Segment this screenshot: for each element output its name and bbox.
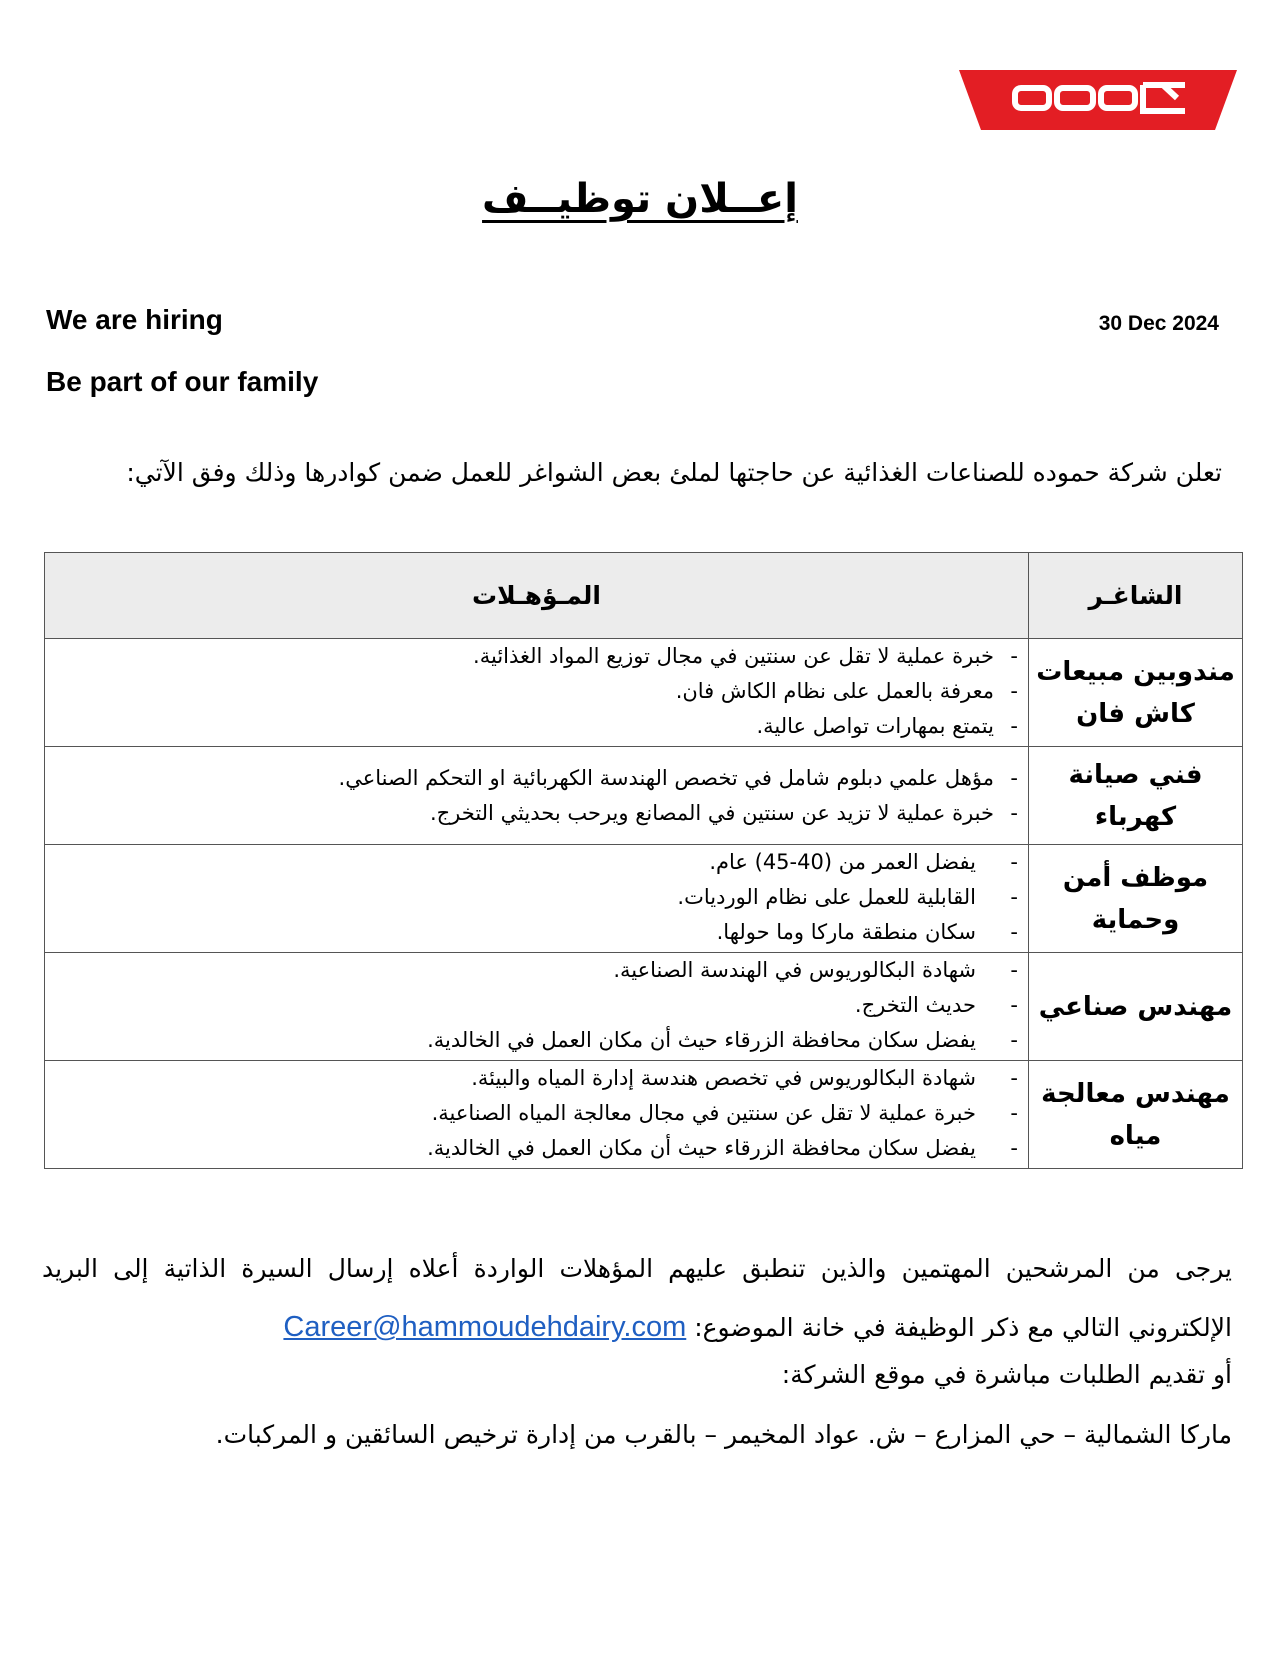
dash-bullet: -: [1010, 714, 1018, 738]
logo-badge: [953, 68, 1243, 132]
position-line: فني صيانة كهرباء: [1068, 759, 1203, 832]
qualification-text: شهادة البكالوريوس في الهندسة الصناعية.: [613, 958, 976, 982]
header-position: الشاغـر: [1029, 553, 1243, 639]
position-cell: [1029, 747, 1243, 845]
apply-text: يرجى من المرشحين المهتمين والذين تنطبق عليهم المؤهلات الواردة أعلاه إرسال السيرة الذاتية إلى البريد الإلكتروني التالي مع ذكر الوظيفة في خانة الموضوع:: [42, 1254, 1232, 1342]
qualification-text: يتمتع بمهارات تواصل عالية.: [756, 714, 994, 738]
list-item: [45, 1131, 1018, 1166]
dash-bullet: -: [1010, 958, 1018, 982]
qualifications-cell: [45, 639, 1029, 747]
position-line: مياه: [1109, 1120, 1162, 1151]
email-link[interactable]: Career@hammoudehdairy.com: [283, 1311, 687, 1343]
list-item: [45, 674, 1018, 709]
hiring-text: We are hiring: [46, 304, 223, 335]
dash-bullet: -: [1010, 766, 1018, 790]
table-header-row: [45, 553, 1243, 639]
qualification-text: شهادة البكالوريوس في تخصص هندسة إدارة المياه والبيئة.: [471, 1066, 976, 1090]
qualification-text: حديث التخرج.: [854, 993, 976, 1017]
company-logo: [953, 68, 1243, 132]
dash-bullet: -: [1010, 993, 1018, 1017]
list-item: [45, 709, 1018, 744]
position-line: موظف أمن: [1062, 862, 1209, 893]
list-item: [45, 915, 1018, 950]
dash-bullet: -: [1010, 801, 1018, 825]
position-cell: [1029, 639, 1243, 747]
position-line: كاش فان: [1076, 698, 1195, 729]
qualification-text: القابلية للعمل على نظام الورديات.: [677, 885, 976, 909]
dash-bullet: -: [1010, 920, 1018, 944]
list-item: [45, 953, 1018, 988]
qualification-text: خبرة عملية لا تقل عن سنتين في مجال معالجة المياه الصناعية.: [431, 1101, 976, 1125]
list-item: [45, 796, 1018, 831]
list-item: [45, 988, 1018, 1023]
qualification-text: سكان منطقة ماركا وما حولها.: [716, 920, 976, 944]
list-item: [45, 761, 1018, 796]
table-row: [45, 845, 1243, 953]
qualifications-cell: [45, 1061, 1029, 1169]
list-item: [45, 1096, 1018, 1131]
qualification-text: يفضل العمر من (40-45) عام.: [709, 850, 976, 874]
position-line: مندوبين مبيعات: [1036, 656, 1235, 687]
list-item: [45, 1061, 1018, 1096]
qualifications-cell: [45, 845, 1029, 953]
position-line: مهندس صناعي: [1038, 991, 1233, 1022]
qualifications-cell: [45, 953, 1029, 1061]
page-title: [0, 176, 1280, 222]
list-item: [45, 880, 1018, 915]
company-address: ماركا الشمالية – حي المزارع – ش. عواد المخيمر – بالقرب من إدارة ترخيص السائقين و المركبات.: [215, 1420, 1232, 1449]
jobs-table: [44, 552, 1243, 1169]
apply-paragraph: [42, 1240, 1232, 1357]
qualification-text: خبرة عملية لا تزيد عن سنتين في المصانع ويرحب بحديثي التخرج.: [429, 801, 994, 825]
dash-bullet: -: [1010, 885, 1018, 909]
qualification-text: يفضل سكان محافظة الزرقاء حيث أن مكان العمل في الخالدية.: [427, 1028, 976, 1052]
table-row: [45, 1061, 1243, 1169]
intro-paragraph: تعلن شركة حموده للصناعات الغذائية عن حاجتها لملئ بعض الشواغر للعمل ضمن كوادرها وذلك وفق الآتي:: [126, 458, 1222, 487]
qualifications-cell: [45, 747, 1029, 845]
position-cell: [1029, 1061, 1243, 1169]
dash-bullet: -: [1010, 1136, 1018, 1160]
position-line: مهندس معالجة: [1041, 1078, 1230, 1109]
table-row: [45, 639, 1243, 747]
header-qualifications: المـؤهـلات: [45, 553, 1029, 639]
qualification-text: مؤهل علمي دبلوم شامل في تخصص الهندسة الكهربائية او التحكم الصناعي.: [338, 766, 994, 790]
dash-bullet: -: [1010, 1028, 1018, 1052]
dash-bullet: -: [1010, 850, 1018, 874]
list-item: [45, 639, 1018, 674]
announcement-date: 30 Dec 2024: [1098, 312, 1219, 335]
list-item: [45, 1023, 1018, 1058]
position-cell: [1029, 953, 1243, 1061]
table-row: [45, 747, 1243, 845]
dash-bullet: -: [1010, 679, 1018, 703]
qualification-text: يفضل سكان محافظة الزرقاء حيث أن مكان العمل في الخالدية.: [427, 1136, 976, 1160]
list-item: [45, 845, 1018, 880]
family-text: Be part of our family: [46, 366, 319, 397]
dash-bullet: -: [1010, 1066, 1018, 1090]
qualification-text: خبرة عملية لا تقل عن سنتين في مجال توزيع المواد الغذائية.: [473, 644, 994, 668]
position-cell: [1029, 845, 1243, 953]
dash-bullet: -: [1010, 1101, 1018, 1125]
website-text: أو تقديم الطلبات مباشرة في موقع الشركة:: [781, 1360, 1232, 1389]
dash-bullet: -: [1010, 644, 1018, 668]
position-line: وحماية: [1091, 904, 1180, 935]
title-text: إعــلان توظيــف: [482, 176, 798, 222]
qualification-text: معرفة بالعمل على نظام الكاش فان.: [675, 679, 994, 703]
table-row: [45, 953, 1243, 1061]
